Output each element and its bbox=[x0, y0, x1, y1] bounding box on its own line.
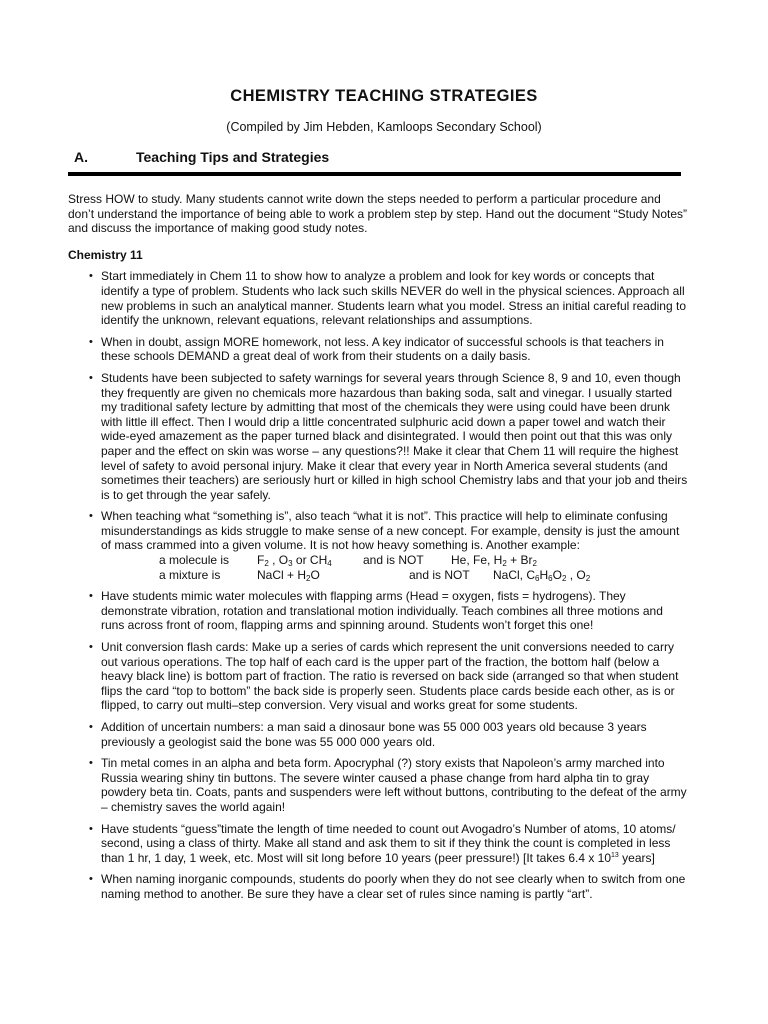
list-item: • Have students mimic water molecules with flapping arms (Head = oxygen, fists = hydrogens). They demonstrate vibration, rotation and translational motion individually. Teach combines all three motions and runs across front of room, flapping arms and spinning around. Students won’t forget this one! bbox=[68, 589, 688, 633]
section-title: Teaching Tips and Strategies bbox=[136, 149, 330, 165]
section-heading bbox=[74, 149, 694, 165]
intro-paragraph: Stress HOW to study. Many students cannot write down the steps needed to perform a particular procedure and don’t understand the importance of being able to work a problem step by step. Hand out the document “Study Notes” and discuss the importance of making good study notes. bbox=[68, 192, 688, 236]
list-item: • When naming inorganic compounds, students do poorly when they do not see clearly when to switch from one naming method to another. Be sure they have a clear set of rules since naming is partly “art”. bbox=[68, 872, 688, 901]
list-item: • Unit conversion flash cards: Make up a series of cards which represent the unit conversions needed to carry out various operations. The top half of each card is the upper part of the fraction, the bottom half (below a heavy black line) is bottom part of fraction. The ratio is reversed on back side (arranged so that when student flips the card “top to bottom” the back side is properly seen. Students place cards beside each other, as is or flipped, to carry out multi–step conversion. Very visual and works great for some students. bbox=[68, 640, 688, 713]
list-item: • Tin metal comes in an alpha and beta form. Apocryphal (?) story exists that Napoleon’s army marched into Russia wearing shiny tin buttons. The severe winter caused a phase change from hard alpha tin to gray powdery beta tin. Coats, pants and suspenders were left without buttons, contributing to the defeat of the army – chemistry saves the world again! bbox=[68, 756, 688, 814]
document-title: CHEMISTRY TEACHING STRATEGIES bbox=[230, 87, 538, 105]
section-rule bbox=[68, 172, 681, 176]
tips-list bbox=[68, 269, 688, 901]
document-body bbox=[68, 192, 688, 909]
example-row-molecule: a molecule is $F_2$ , $O_3$ or $CH_4$ and is NOT He, Fe, $H_2 + Br_2$ bbox=[159, 553, 537, 569]
document-subtitle: (Compiled by Jim Hebden, Kamloops Secondary School) bbox=[226, 120, 542, 134]
list-item: • Addition of uncertain numbers: a man said a dinosaur bone was 55 000 003 years old because 3 years previously a geologist said the bone was 55 000 000 years old. bbox=[68, 720, 688, 749]
list-item: • Start immediately in Chem 11 to show how to analyze a problem and look for key words or concepts that identify a type of problem. Students who lack such skills NEVER do well in the physical sciences. Approach all new problems in such an analytical manner. Students learn what you model. Stress an initial careful reading to identify the unknown, relevant equations, relevant relationships and assumptions. bbox=[68, 269, 688, 327]
exponent: 13 bbox=[611, 851, 619, 859]
list-item: • Students have been subjected to safety warnings for several years through Science 8, 9 and 10, even though they frequently are given no chemicals more hazardous than baking soda, salt and vinegar. I usually started my traditional safety lecture by admitting that most of the chemicals they were using could have been drunk with little ill effect. Then I would drip a little concentrated sulphuric acid down a paper towel and watch their wide-eyed amazement as the paper turned black and disintegrated. I would then point out that this was only paper and the effect on skin was worse – any questions?!! Make it clear that Chem 11 will require the highest level of safety to avoid personal injury. Make it clear that every year in North America several students (and sometimes their teachers) are seriously hurt or killed in high school Chemistry labs and that your job and theirs is to get through the year safely. bbox=[68, 371, 688, 502]
section-letter: A. bbox=[74, 149, 88, 165]
chemistry-11-heading: Chemistry 11 bbox=[68, 247, 143, 262]
list-item: • Have students “guess”timate the length of time needed to count out Avogadro’s Number of atoms, 10 atoms/ second, using a class of thirty. Make all stand and ask them to sit if they think the count is completed in less than 1 hr, 1 day, 1 week, etc. Most will sit long before 10 years (peer pressure!) [It takes 6.4 x $10^{13}$ years] bbox=[68, 822, 688, 866]
example-row-mixture: a mixture is NaCl + $H_2O$ and is NOT NaCl, $C_6H_6O_2$ , $O_2$ bbox=[159, 567, 591, 583]
list-item: • When teaching what “something is”, also teach “what it is not”. This practice will help to eliminate confusing misunderstandings as kids struggle to make sense of a new concept. For example, density is just the amount of mass crammed into a given volume. It is not how heavy something is. Another example: a molecule is $F_2$ , $O_3$ or $CH_4$ and is NOT He, Fe, $H_2 + Br_2$ a mixture is NaCl + $H_2O$ and is NOT NaCl, $C_6H_6O_2$ , $O_2$ bbox=[68, 509, 688, 582]
list-item: • When in doubt, assign MORE homework, not less. A key indicator of successful schools is that teachers in these schools DEMAND a great deal of work from their students on a daily basis. bbox=[68, 335, 688, 364]
